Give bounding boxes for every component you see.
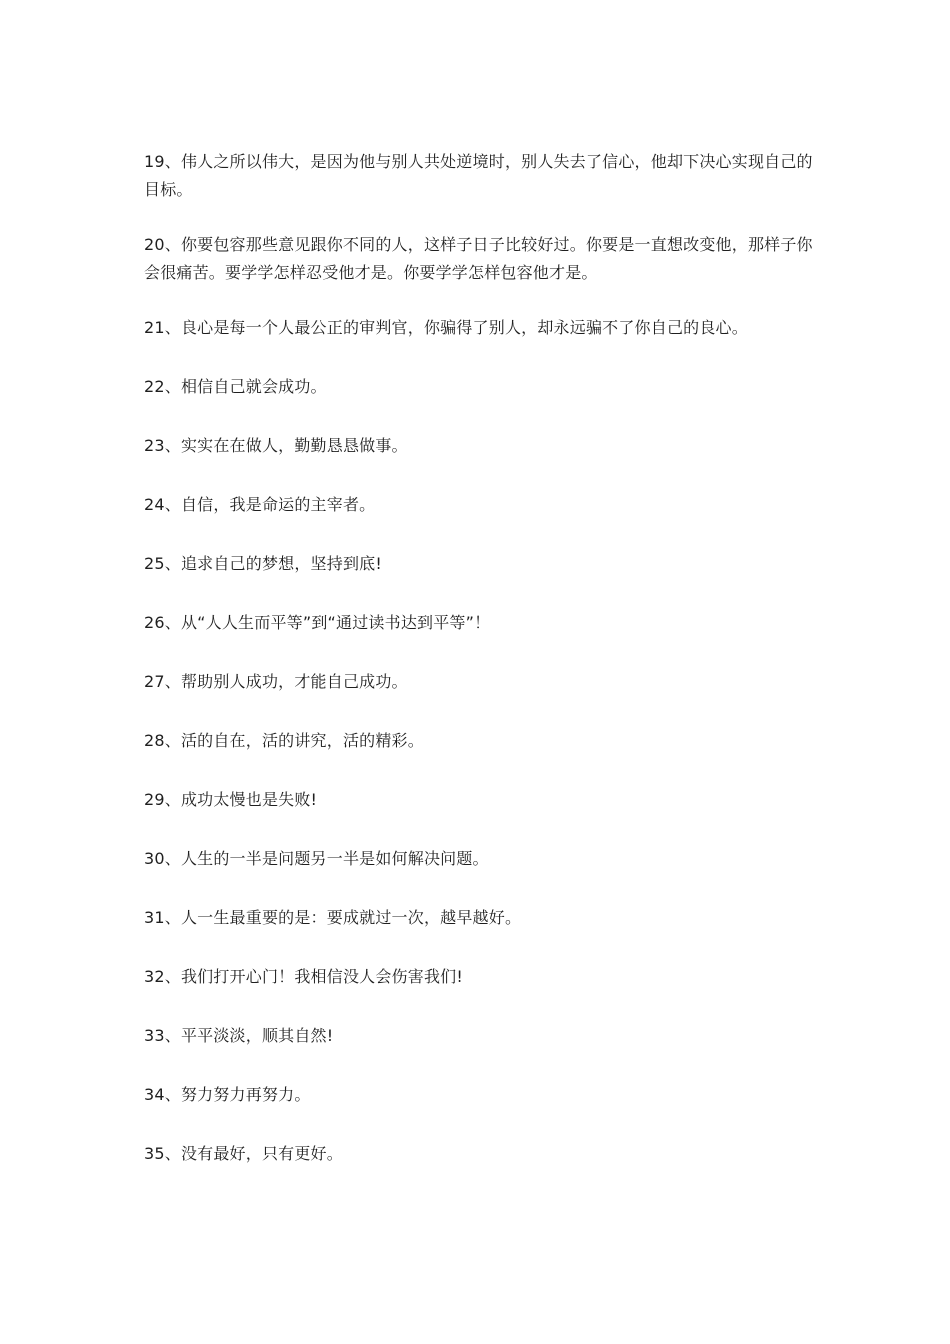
quote-28: 28、活的自在，活的讲究，活的精彩。 — [144, 731, 424, 750]
quote-32: 32、我们打开心门！我相信没人会伤害我们! — [144, 967, 463, 986]
quote-25: 25、追求自己的梦想，坚持到底! — [144, 554, 382, 573]
document-body — [144, 148, 814, 1199]
quote-21: 21、良心是每一个人最公正的审判官，你骗得了别人，却永远骗不了你自己的良心。 — [144, 318, 748, 337]
quote-26: 26、从“人人生而平等”到“通过读书达到平等”！ — [144, 613, 491, 632]
quote-34: 34、努力努力再努力。 — [144, 1085, 311, 1104]
quote-20: 20、你要包容那些意见跟你不同的人，这样子日子比较好过。你要是一直想改变他，那样子你会很痛苦。要学学怎样忍受他才是。你要学学怎样包容他才是。 — [144, 235, 813, 282]
quote-27: 27、帮助别人成功，才能自己成功。 — [144, 672, 408, 691]
quote-33: 33、平平淡淡，顺其自然! — [144, 1026, 334, 1045]
quote-23: 23、实实在在做人，勤勤恳恳做事。 — [144, 436, 408, 455]
quote-22: 22、相信自己就会成功。 — [144, 377, 327, 396]
quote-24: 24、自信，我是命运的主宰者。 — [144, 495, 376, 514]
quote-35: 35、没有最好，只有更好。 — [144, 1144, 343, 1163]
quote-31: 31、人一生最重要的是：要成就过一次，越早越好。 — [144, 908, 522, 927]
quote-30: 30、人生的一半是问题另一半是如何解决问题。 — [144, 849, 489, 868]
quote-19: 19、伟人之所以伟大，是因为他与别人共处逆境时，别人失去了信心，他却下决心实现自己的目标。 — [144, 152, 813, 199]
quote-29: 29、成功太慢也是失败! — [144, 790, 318, 809]
